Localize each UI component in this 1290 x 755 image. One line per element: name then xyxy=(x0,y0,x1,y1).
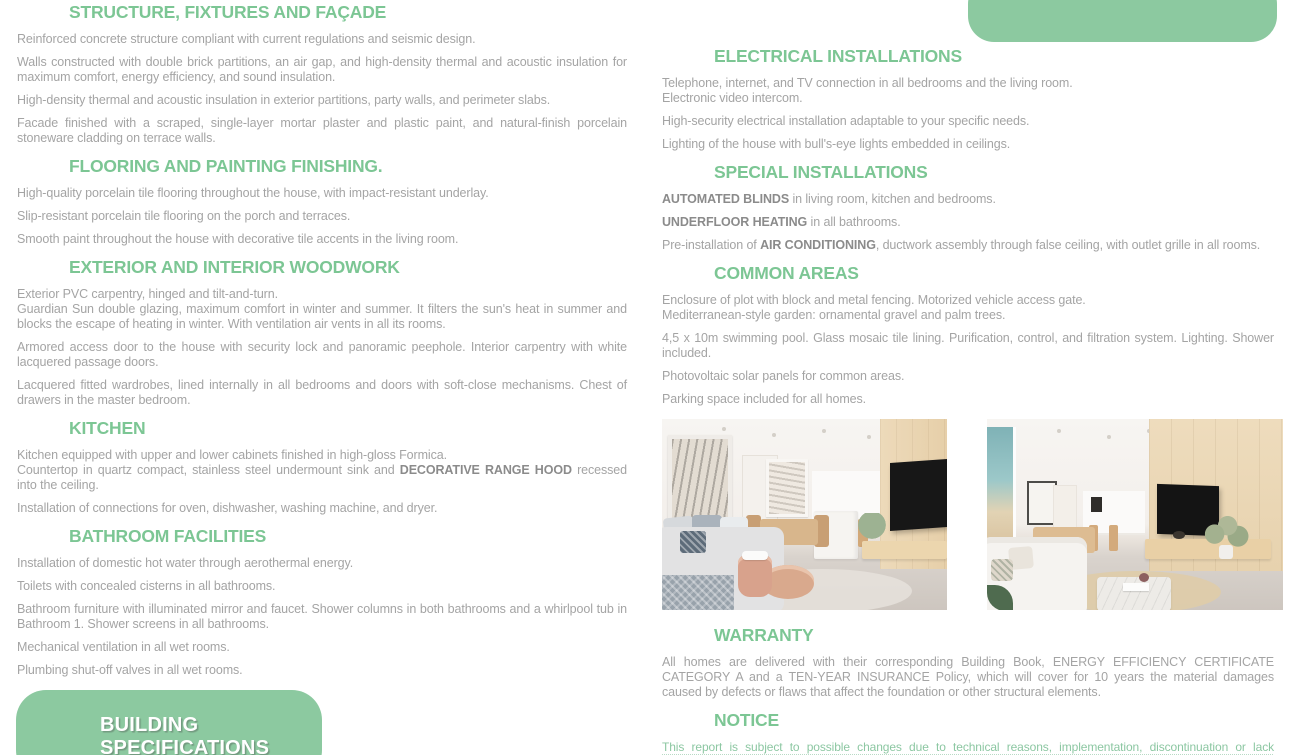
oven xyxy=(1091,497,1102,512)
ceiling-light xyxy=(822,429,826,433)
paragraph-line: Exterior PVC carpentry, hinged and tilt-and-turn. xyxy=(17,287,278,301)
ceiling-light xyxy=(1057,429,1061,433)
spec-paragraph: Parking space included for all homes. xyxy=(662,392,867,406)
right-column xyxy=(662,0,1274,755)
spec-paragraph: Toilets with concealed cisterns in all bathrooms. xyxy=(17,579,276,593)
spec-paragraph xyxy=(17,287,627,332)
ceiling-light xyxy=(772,433,776,437)
paragraph-line: Telephone, internet, and TV connection in all bedrooms and the living room. xyxy=(662,76,1073,90)
paragraph-line: , ductwork assembly through false ceiling, with outlet grille in all rooms. xyxy=(875,238,1261,252)
section-heading-bathroom: BATHROOM FACILITIES xyxy=(69,526,267,546)
framed-art xyxy=(766,459,808,517)
ceiling-light xyxy=(867,435,871,439)
spec-paragraph: Photovoltaic solar panels for common areas. xyxy=(662,369,905,383)
coffee-table xyxy=(1097,577,1171,610)
section-heading-woodwork: EXTERIOR AND INTERIOR WOODWORK xyxy=(69,257,400,277)
bold-term: AIR CONDITIONING xyxy=(760,238,876,252)
bar-stool xyxy=(1109,525,1118,551)
spec-paragraph xyxy=(662,293,1274,323)
spec-paragraph: Installation of domestic hot water through aerothermal energy. xyxy=(17,556,354,570)
tv-screen xyxy=(890,459,947,531)
paragraph-line: Mediterranean-style garden: ornamental gravel and palm trees. xyxy=(662,308,1006,322)
spec-paragraph xyxy=(662,238,1274,253)
building-specifications-badge xyxy=(16,690,322,755)
spec-paragraph: High-security electrical installation adaptable to your specific needs. xyxy=(662,114,1030,128)
media-console xyxy=(862,541,947,559)
bold-term: AUTOMATED BLINDS xyxy=(662,192,790,206)
side-table xyxy=(738,555,772,597)
warranty-section xyxy=(662,615,1274,708)
spec-paragraph: Bathroom furniture with illuminated mirror and faucet. Shower columns in both bathrooms and a whirlpool tub in Bathroom 1. Shower screens in all bathrooms. xyxy=(17,602,627,631)
badge-line-1: BUILDING xyxy=(100,714,199,736)
badge-title xyxy=(16,690,322,755)
paragraph-line: Electronic video intercom. xyxy=(662,91,803,105)
pillow xyxy=(680,531,706,553)
section-heading-common-areas: COMMON AREAS xyxy=(714,263,859,283)
spec-paragraph: Lighting of the house with bull's-eye lights embedded in ceilings. xyxy=(662,137,1011,151)
spec-paragraph xyxy=(662,215,1274,230)
section-heading-special: SPECIAL INSTALLATIONS xyxy=(714,162,928,182)
left-column xyxy=(17,0,627,686)
spec-paragraph: Walls constructed with double brick partitions, an air gap, and high-density thermal and acoustic insulation for maximum comfort, energy efficiency, and sound insulation. xyxy=(17,55,627,84)
section-heading-structure: STRUCTURE, FIXTURES AND FAÇADE xyxy=(69,2,387,22)
interior-photo-living-dining xyxy=(662,419,947,610)
spec-paragraph: Armored access door to the house with security lock and panoramic peephole. Interior carpentry with white lacquered passage doors. xyxy=(17,340,627,369)
paragraph-line: in all bathrooms. xyxy=(807,215,901,229)
section-heading-kitchen: KITCHEN xyxy=(69,418,146,438)
paragraph-line: Kitchen equipped with upper and lower cabinets finished in high-gloss Formica. xyxy=(17,448,447,462)
spec-paragraph xyxy=(662,76,1274,106)
badge-line-2: SPECIFICATIONS xyxy=(100,737,270,755)
interior-photo-tv-wall xyxy=(987,419,1283,610)
paragraph-line: Enclosure of plot with block and metal fencing. Motorized vehicle access gate. xyxy=(662,293,1086,307)
spec-paragraph: All homes are delivered with their corresponding Building Book, ENERGY EFFICIENCY CERTIFICATE CATEGORY A and a TEN-YEAR INSURANCE Policy, which will cover for 10 years the material damages caused by defects or flaws that affect the foundation or other structural elements. xyxy=(662,655,1274,699)
spec-paragraph xyxy=(17,448,627,493)
towels xyxy=(742,551,768,560)
spec-paragraph: High-quality porcelain tile flooring throughout the house, with impact-resistant underlay. xyxy=(17,186,489,200)
spec-paragraph: Smooth paint throughout the house with decorative tile accents in the living room. xyxy=(17,232,459,246)
spec-paragraph: Slip-resistant porcelain tile flooring on the porch and terraces. xyxy=(17,209,351,223)
spec-paragraph: 4,5 x 10m swimming pool. Glass mosaic tile lining. Purification, control, and filtration system. Lighting. Shower included. xyxy=(662,331,1274,360)
books xyxy=(1123,583,1149,591)
section-heading-notice: NOTICE xyxy=(714,710,779,730)
paragraph-line: Countertop in quartz compact, stainless steel undermount sink and xyxy=(17,463,400,477)
section-heading-electrical: ELECTRICAL INSTALLATIONS xyxy=(714,46,962,66)
section-heading-flooring: FLOORING AND PAINTING FINISHING. xyxy=(69,156,383,176)
decor-bowl xyxy=(1173,531,1185,539)
paragraph-line: Pre-installation of xyxy=(662,238,761,252)
paragraph-line: in living room, kitchen and bedrooms. xyxy=(789,192,996,206)
spec-paragraph: Lacquered fitted wardrobes, lined internally in all bedrooms and doors with soft-close mechanisms. Chest of drawers in the master bedroom. xyxy=(17,378,627,407)
spec-paragraph: Reinforced concrete structure compliant with current regulations and seismic design. xyxy=(17,32,476,46)
paragraph-line: Guardian Sun double glazing, maximum comfort in winter and summer. It filters the sun's heat in summer and blocks the escape of heating in winter. With ventilation air vents in all its rooms. xyxy=(17,302,627,331)
notice-section xyxy=(662,700,1274,755)
wall-art xyxy=(668,435,732,525)
spec-paragraph: Installation of connections for oven, dishwasher, washing machine, and dryer. xyxy=(17,501,438,515)
plant-pot xyxy=(1219,545,1233,559)
spec-paragraph: Plumbing shut-off valves in all wet rooms. xyxy=(17,663,243,677)
spec-paragraph: Facade finished with a scraped, single-layer mortar plaster and plastic paint, and natural-finish porcelain stoneware cladding on terrace walls. xyxy=(17,116,627,145)
beach-wall-art xyxy=(987,427,1016,545)
spec-paragraph xyxy=(662,192,1274,207)
notice-paragraph: This report is subject to possible changes due to technical reasons, implementation, discontinuation or lack xyxy=(662,740,1274,754)
ceiling-light xyxy=(1107,435,1111,439)
bold-term: UNDERFLOOR HEATING xyxy=(662,215,808,229)
plant xyxy=(858,513,886,543)
pillow xyxy=(991,559,1013,581)
ceiling-light xyxy=(722,427,726,431)
paragraph-line: recessed into the ceiling. xyxy=(17,463,627,492)
cup xyxy=(1139,573,1149,582)
spec-paragraph: Mechanical ventilation in all wet rooms. xyxy=(17,640,230,654)
bold-term: DECORATIVE RANGE HOOD xyxy=(399,463,572,477)
spec-paragraph: High-density thermal and acoustic insulation in exterior partitions, party walls, and perimeter slabs. xyxy=(17,93,551,107)
section-heading-warranty: WARRANTY xyxy=(714,625,814,645)
throw-blanket xyxy=(662,575,734,610)
